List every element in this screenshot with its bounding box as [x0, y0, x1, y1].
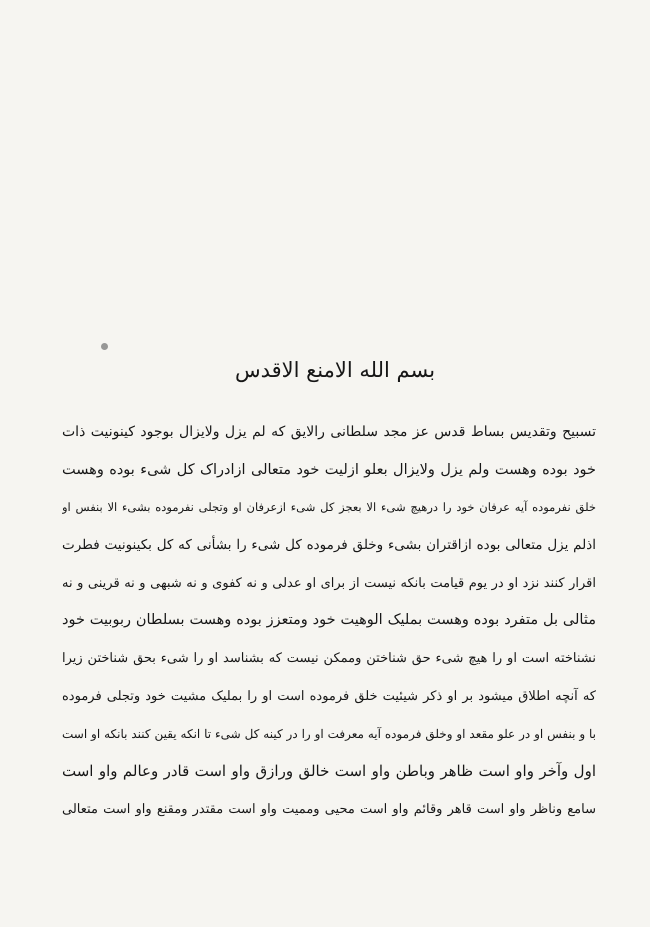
text-line-2: خود بوده وهست ولم یزل ولایزال بعلو ازلیت خود متعالی ازادراک کل شیء بوده وهست	[62, 461, 596, 478]
text-line-1: تسبیح وتقدیس بساط قدس عز مجد سلطانی رالایق که لم یزل ولایزال بوجود کینونیت ذات	[62, 424, 596, 440]
text-line-6: مثالی بل متفرد بوده وهست بملیک الوهیت خود ومتعزز بوده وهست بسلطان ربوبیت خود	[62, 612, 596, 629]
text-line-3: خلق نفرموده آیه عرفان خود را درهیچ شیء الا بعجز کل شیء ازعرفان او وتجلی نفرموده بشیء الا بنفس او	[62, 500, 596, 515]
text-line-8: که آنچه اطلاق میشود بر او ذکر شیئیت خلق فرموده است او را بملیک مشیت خود وتجلی فرموده	[62, 688, 596, 704]
text-line-5: اقرار کنند نزد او در یوم قیامت بانکه نیست از برای او عدلی و نه کفوی و نه شبهی و نه قرینی و نه	[62, 575, 596, 591]
manuscript-body	[62, 414, 596, 829]
ink-speck	[101, 343, 108, 350]
text-line-10: اول وآخر واو است ظاهر وباطن واو است خالق ورازق واو است قادر وعالم واو است	[62, 762, 596, 781]
text-line-11: سامع وناظر واو است قاهر وقائم واو است محیی وممیت واو است مقتدر ومقنع واو است متعالی	[62, 801, 596, 817]
text-line-4: اذلم یزل متعالی بوده ازاقتران بشیء وخلق فرموده کل شیء را بشأنی که کل بکینونیت فطرت	[62, 537, 596, 554]
text-line-7: نشناخته است او را هیچ شیء حق شناختن وممکن نیست که بشناسد او را شیء بحق شناختن زیرا	[62, 651, 596, 667]
text-line-9: با و بنفس او در علو مقعد او وخلق فرموده آیه معرفت او را در کینه کل شیء تا انکه یقین کنند بانکه او است	[62, 726, 596, 741]
page-heading: بسم الله الامنع الاقدس	[234, 358, 436, 382]
